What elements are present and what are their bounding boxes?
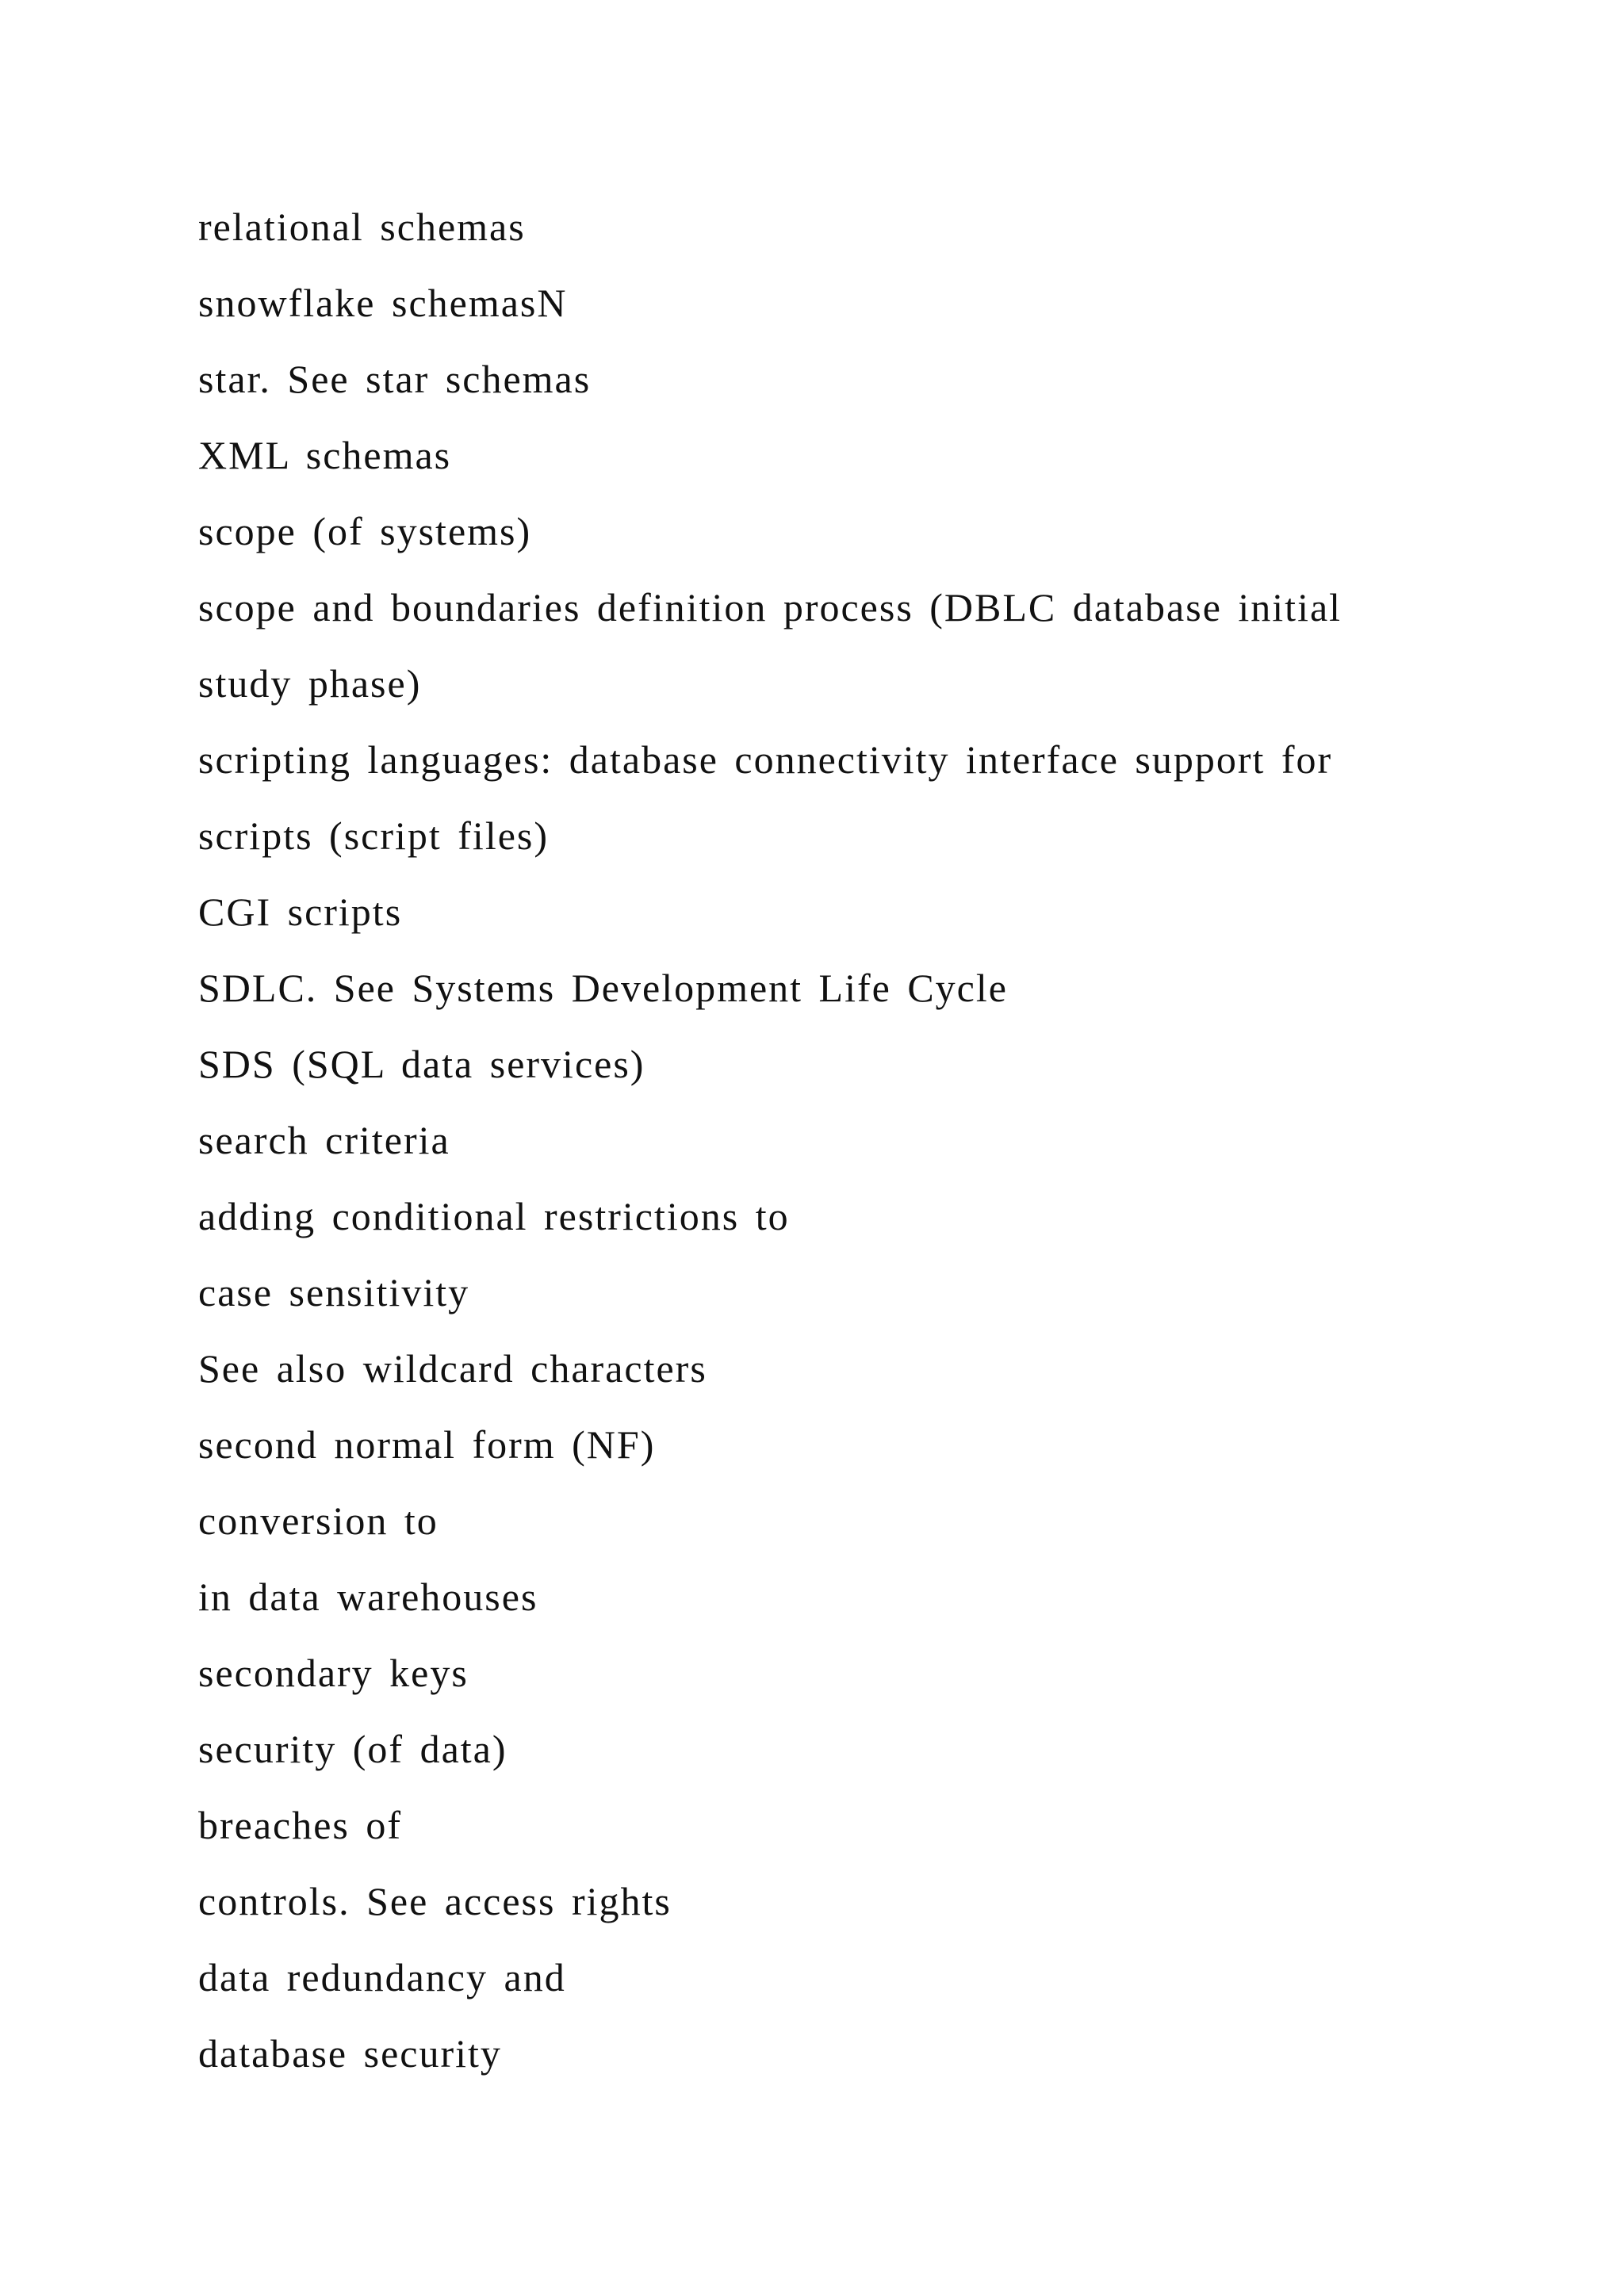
index-entry: second normal form (NF) bbox=[198, 1422, 656, 1467]
index-entry: star. See star schemas bbox=[198, 357, 592, 401]
index-entry: scope and boundaries definition process (DBLC database initial bbox=[198, 585, 1342, 629]
index-entry-list bbox=[198, 189, 1419, 2091]
index-entry: CGI scripts bbox=[198, 890, 403, 934]
index-entry: scope (of systems) bbox=[198, 509, 532, 553]
index-entry: search criteria bbox=[198, 1118, 450, 1162]
index-entry: secondary keys bbox=[198, 1651, 469, 1695]
index-entry: controls. See access rights bbox=[198, 1879, 672, 1923]
index-entry: scripting languages: database connectivity interface support for bbox=[198, 737, 1333, 782]
index-entry: conversion to bbox=[198, 1498, 439, 1543]
index-entry: case sensitivity bbox=[198, 1270, 470, 1314]
index-entry: data redundancy and bbox=[198, 1955, 566, 1999]
index-entry: snowflake schemasN bbox=[198, 281, 568, 325]
index-entry: adding conditional restrictions to bbox=[198, 1194, 790, 1238]
index-entry: in data warehouses bbox=[198, 1575, 538, 1619]
index-entry: database security bbox=[198, 2031, 502, 2076]
index-entry: relational schemas bbox=[198, 205, 526, 249]
index-entry: study phase) bbox=[198, 661, 422, 706]
index-entry: scripts (script files) bbox=[198, 813, 550, 858]
index-entry: XML schemas bbox=[198, 433, 452, 477]
index-entry: SDLC. See Systems Development Life Cycle bbox=[198, 966, 1008, 1010]
index-entry: SDS (SQL data services) bbox=[198, 1042, 645, 1086]
index-entry: See also wildcard characters bbox=[198, 1346, 707, 1391]
index-entry: security (of data) bbox=[198, 1727, 508, 1771]
index-entry: breaches of bbox=[198, 1803, 403, 1847]
